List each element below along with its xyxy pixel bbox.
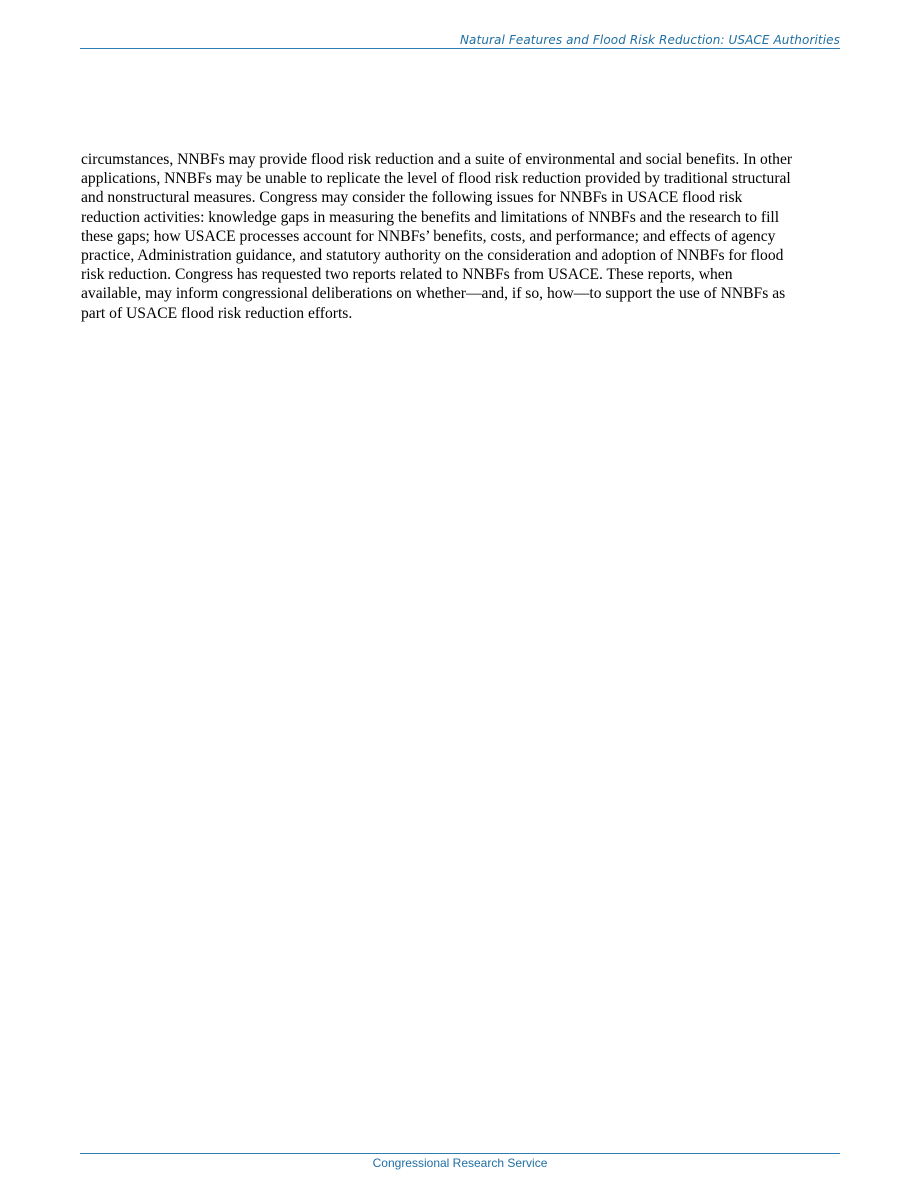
paragraph-line: these gaps; how USACE processes account for NNBFs’ benefits, costs, and performance; and effects of agency — [81, 227, 776, 245]
body-paragraph — [81, 150, 841, 323]
header-divider — [80, 48, 840, 49]
paragraph-line: risk reduction. Congress has requested two reports related to NNBFs from USACE. These reports, when — [81, 266, 733, 284]
paragraph-line: circumstances, NNBFs may provide flood risk reduction and a suite of environmental and social benefits. In other — [81, 151, 793, 168]
paragraph-line: reduction activities: knowledge gaps in measuring the benefits and limitations of NNBFs and the research to fill — [81, 208, 780, 226]
running-footer-publisher: Congressional Research Service — [372, 1156, 548, 1170]
paragraph-line: part of USACE flood risk reduction efforts. — [81, 304, 353, 322]
paragraph-line: practice, Administration guidance, and statutory authority on the consideration and adoption of NNBFs for flood — [81, 247, 784, 265]
running-header-title: Natural Features and Flood Risk Reduction: USACE Authorities — [459, 33, 840, 47]
footer-divider — [80, 1153, 840, 1154]
paragraph-line: and nonstructural measures. Congress may consider the following issues for NNBFs in USACE flood risk — [81, 189, 743, 207]
paragraph-line: available, may inform congressional deliberations on whether—and, if so, how—to support the use of NNBFs as — [81, 285, 786, 303]
paragraph-line: applications, NNBFs may be unable to replicate the level of flood risk reduction provided by traditional structural — [81, 170, 791, 188]
